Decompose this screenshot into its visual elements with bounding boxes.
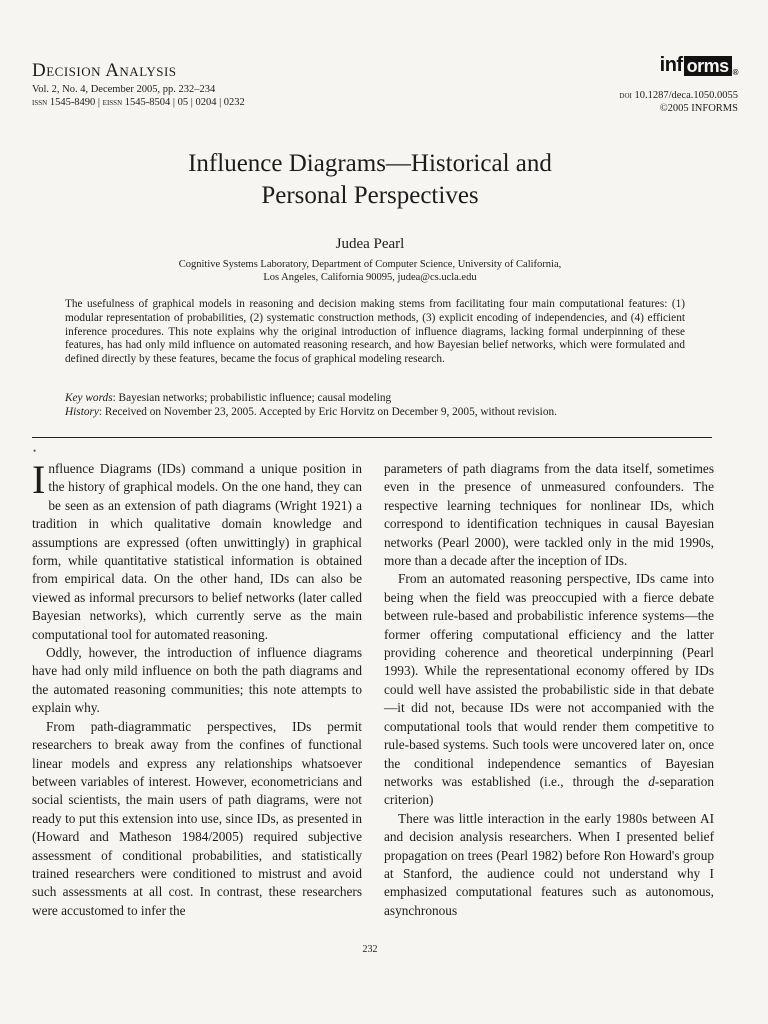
history xyxy=(65,406,715,420)
paragraph: There was little interaction in the early 1980s between AI and decision analysis researchers. When I presented belief propagation on trees (Pearl 1982) before Ron Howard's group at Stanford, the audience could not understand why I emphasized computational features such as autonomous, asynchronous xyxy=(384,810,714,918)
issn-line xyxy=(32,96,245,109)
keywords-label: Key words xyxy=(65,392,113,404)
affiliation-line-2: Los Angeles, California 90095, judea@cs.ucla.edu xyxy=(263,272,477,283)
keywords-text: : Bayesian networks; probabilistic influence; causal modeling xyxy=(112,392,392,404)
issn-label: issn xyxy=(32,97,48,108)
title-line-1: Influence Diagrams—Historical and xyxy=(188,150,552,177)
paragraph: parameters of path diagrams from the data itself, sometimes even in the presence of unmeasured confounders. The respective learning techniques for nonlinear IDs, which correspond to identification techniques in causal Bayesian networks (Pearl 2000), were tackled only in the mid 1990s, more than a decade after the inception of IDs. xyxy=(384,461,714,569)
title-line-2: Personal Perspectives xyxy=(261,182,479,209)
logo-text-left: inf xyxy=(659,54,683,76)
page-number: 232 xyxy=(362,944,378,955)
volume-line: Vol. 2, No. 4, December 2005, pp. 232–234 xyxy=(32,84,216,95)
affiliation-line-1: Cognitive Systems Laboratory, Department of Computer Science, University of California, xyxy=(178,259,562,270)
author-name: Judea Pearl xyxy=(335,236,405,252)
copyright-line: ©2005 INFORMS xyxy=(659,103,738,114)
body-column-left xyxy=(32,457,362,920)
section-divider xyxy=(32,437,712,438)
doi-line xyxy=(619,89,738,102)
history-label: History xyxy=(65,406,99,418)
paragraph-text: From an automated reasoning perspective, IDs came into being when the field was preoccupied with a fierce debate between rule-based and probabilistic inference systems—the former offering computational efficiency and the latter providing coherence and theoretical underpinning (Pearl 1993). While the representational economy offered by IDs could well have assisted the probabilistic side in that debate—it did not, because IDs were not accompanied with the computational tools that would render them competitive to rule-based systems. Such tools were uncovered later on, once the conditional independence semantics of Bayesian networks was established (i.e., through the xyxy=(384,571,714,789)
paragraph xyxy=(32,457,362,644)
journal-name: Decision Analysis xyxy=(32,60,177,81)
issn-value: 1545-8490 | xyxy=(47,97,103,108)
paragraph: From path-diagrammatic perspectives, IDs permit researchers to break away from the confines of functional linear models and express any relationships whatsoever between variables of interest. However, econometricians and social scientists, the main users of path diagrams, were not ready to put this extension into use, since IDs, as presented in (Howard and Matheson 1984/2005) required subjective assessment of conditional probabilities, and statistically trained researchers were conditioned to mistrust and avoid such assessments at all cost. In contrast, these researchers were accustomed to infer the xyxy=(32,718,362,918)
informs-logo xyxy=(660,54,738,77)
eissn-value: 1545-8504 | 05 | 0204 | 0232 xyxy=(122,97,245,108)
logo-text-box: orms xyxy=(684,56,732,76)
body-column-right xyxy=(384,460,714,920)
keywords xyxy=(65,392,705,406)
affiliation xyxy=(0,258,740,284)
history-text: : Received on November 23, 2005. Accepted by Eric Horvitz on December 9, 2005, without revision. xyxy=(98,406,557,418)
paragraph-text: nfluence Diagrams (IDs) command a unique position in the history of graphical models. On the one hand, they can be seen as an extension of path diagrams (Wright 1921) a tradition in which qualitative domain knowledge and assumptions are expressed (often unwittingly) in graphical form, while quantitative statistical information is obtained from empirical data. On the other hand, IDs can also be viewed as informal precursors to belief networks (later called Bayesian networks), which currently serve as the main computational tool for automated reasoning. xyxy=(32,461,362,642)
paragraph-text-end: -separation criterion) xyxy=(384,773,714,808)
paragraph-italic: d xyxy=(648,773,655,789)
logo-registered-mark: ® xyxy=(732,68,738,77)
bullet-mark: • xyxy=(33,446,37,456)
doi-value: 10.1287/deca.1050.0055 xyxy=(631,90,738,101)
drop-cap: I xyxy=(32,457,46,502)
paragraph: Oddly, however, the introduction of influence diagrams have had only mild influence on both the path diagrams and the automated reasoning communities; this note attempts to explain why. xyxy=(32,645,362,716)
article-title xyxy=(0,148,740,212)
paragraph xyxy=(384,570,714,809)
abstract: The usefulness of graphical models in reasoning and decision making stems from facilitating four main computational features: (1) modular representation of probabilities, (2) systematic construction methods, (3) explicit encoding of independencies, and (4) efficient inference procedures. This note explains why the original introduction of influence diagrams, lacking formal underpinning of these features, has had only mild influence on automated reasoning research, and how Bayesian belief networks, which were formulated and defined directly by these features, became the focus of graphical modeling research. xyxy=(65,298,685,366)
doi-label: doi xyxy=(619,90,632,101)
eissn-label: eissn xyxy=(102,97,123,108)
